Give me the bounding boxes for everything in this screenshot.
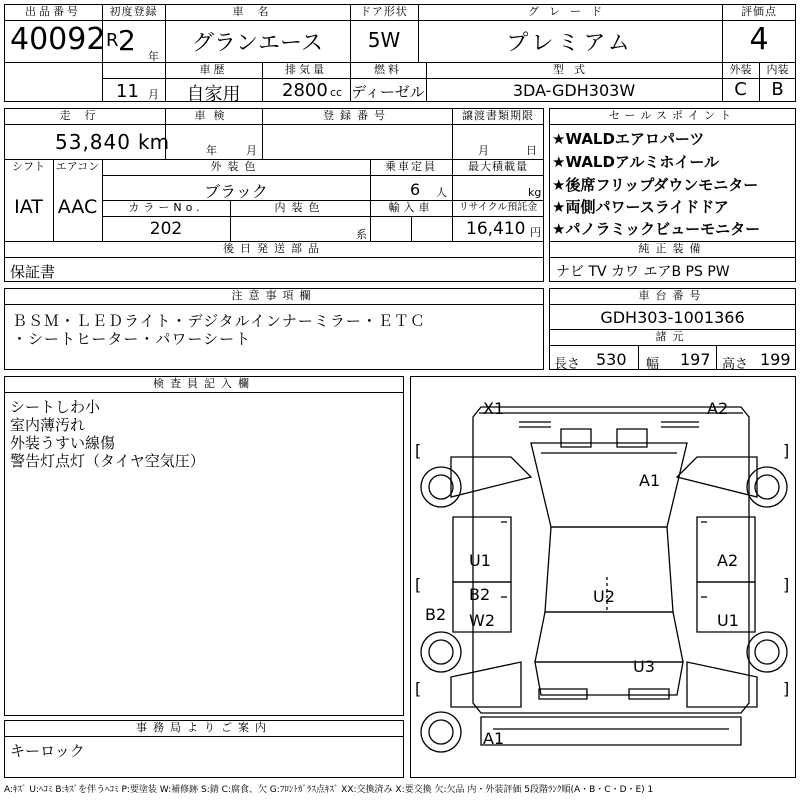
- length: 530: [596, 350, 627, 369]
- displacement: 2800: [282, 80, 328, 101]
- car-name: グランエース: [192, 31, 323, 56]
- office-note: キーロック: [10, 742, 85, 760]
- equip-label: 純正装備: [638, 242, 707, 255]
- first-reg-month: 11: [116, 81, 139, 102]
- damage-a2-right: A2: [717, 551, 739, 570]
- car-name-label: 車名: [232, 5, 283, 18]
- color-no: 202: [149, 219, 183, 239]
- year-unit: 年: [148, 50, 159, 63]
- bracket-left-1: [: [415, 441, 422, 460]
- transfer-month: 月: [478, 144, 489, 157]
- inspection-year-unit: 年: [206, 144, 217, 157]
- damage-a1-hood: A1: [639, 471, 661, 490]
- fuel-label: 燃料: [374, 63, 402, 76]
- bracket-right-1: ]: [783, 441, 790, 460]
- sales-point: ★両側パワースライドドア: [552, 198, 729, 216]
- import-label: 輸入車: [388, 201, 434, 214]
- inspector-line: シートしわ小: [10, 398, 101, 416]
- displacement-label: 排気量: [285, 63, 327, 76]
- chassis-number: GDH303-1001366: [600, 308, 745, 327]
- ext-grade: C: [734, 79, 747, 100]
- inspector-label: 検査員記入欄: [153, 377, 255, 390]
- sales-point: ★後席フリップダウンモニター: [552, 176, 759, 194]
- bracket-left-3: [: [415, 679, 422, 698]
- door-type: 5W: [367, 28, 401, 52]
- chassis-label: 車台番号: [638, 289, 707, 302]
- damage-b2-left: B2: [469, 585, 491, 604]
- fuel: ディーゼル: [351, 83, 425, 101]
- transfer-label: 譲渡書類期限: [462, 109, 534, 122]
- int-grade: B: [771, 79, 784, 100]
- capacity: 6: [410, 180, 421, 199]
- color-no-label: カラーNo.: [128, 201, 204, 214]
- bracket-right-3: ]: [783, 679, 790, 698]
- reg-no-label: 登録番号: [323, 109, 391, 122]
- damage-a1-bottom: A1: [483, 729, 505, 748]
- sales-label: セールスポイント: [608, 109, 736, 122]
- recycle-fee: 16,410: [466, 219, 526, 239]
- ext-label: 外装: [729, 63, 752, 76]
- int-color-unit: 系: [356, 228, 367, 241]
- equipment: ナビ TV カワ エアB PS PW: [556, 264, 730, 280]
- sales-point: ★パノラミックビューモニター: [552, 220, 761, 238]
- grade-label: グレード: [528, 5, 612, 18]
- first-reg-label: 初度登録: [109, 5, 158, 18]
- width-label: 幅: [646, 357, 660, 372]
- later-parts-label: 後日発送部品: [223, 242, 325, 255]
- capacity-label: 乗車定員: [385, 160, 437, 173]
- damage-diagram: [410, 376, 796, 778]
- width: 197: [680, 350, 711, 369]
- shift-label: シフト: [12, 160, 45, 173]
- color: ブラック: [204, 182, 268, 201]
- inspector-line: 外装うすい線傷: [10, 434, 116, 452]
- later-parts: 保証書: [10, 263, 56, 281]
- score: 4: [749, 22, 769, 57]
- recycle-label: リサイクル預託金: [458, 202, 538, 213]
- capacity-unit: 人: [436, 186, 447, 199]
- history-label: 車歴: [199, 63, 228, 76]
- grade: プレミアム: [506, 31, 634, 56]
- color-label: 外装色: [210, 160, 262, 173]
- month-unit: 月: [148, 88, 159, 101]
- damage-x1: X1: [483, 399, 505, 418]
- era-letter: R: [106, 30, 119, 51]
- inspector-line: 室内薄汚れ: [10, 416, 86, 434]
- int-label: 内装: [766, 63, 789, 76]
- score-label: 評価点: [741, 5, 777, 18]
- ac: AAC: [57, 196, 98, 218]
- inspector-line: 警告灯点灯（タイヤ空気圧）: [10, 452, 205, 470]
- shift: IAT: [14, 196, 43, 218]
- door-label: ドア形状: [360, 5, 408, 18]
- sales-point: ★WALDエアロパーツ: [552, 130, 705, 148]
- height-label: 高さ: [722, 357, 749, 372]
- lot-number: 40092: [10, 22, 106, 57]
- mileage-unit: km: [138, 130, 170, 154]
- legend: A:ｷｽﾞ U:ﾍｺﾐ B:ｷｽﾞを伴うﾍｺﾐ P:要塗装 W:補修跡 S:錆 C:腐食、欠 G:ﾌﾛﾝﾄｶﾞﾗｽ点ｷｽﾞ XX:交換済み X:要交換 欠:欠品 内・外装評価 5段階ﾗﾝｸ順(A・B・C・D・E) 1: [4, 785, 654, 795]
- damage-u1-right: U1: [717, 611, 739, 630]
- history: 自家用: [186, 84, 241, 105]
- dims-label: 諸元: [655, 330, 690, 343]
- damage-b2-far-left: B2: [425, 605, 447, 624]
- recycle-unit: 円: [530, 226, 541, 239]
- notes-line-2: ・シートヒーター・パワーシート: [12, 330, 252, 348]
- office-label: 事務局よりご案内: [136, 721, 272, 734]
- mileage: 53,840: [55, 130, 131, 154]
- damage-u2-center: U2: [593, 587, 615, 606]
- length-label: 長さ: [554, 357, 581, 372]
- bracket-right-2: ]: [783, 575, 790, 594]
- car-outline: [411, 377, 797, 779]
- model-label: 型式: [553, 63, 595, 76]
- damage-u3: U3: [633, 657, 655, 676]
- model: 3DA-GDH303W: [512, 81, 636, 100]
- displacement-unit: cc: [330, 86, 343, 99]
- inspection-label: 車検: [194, 109, 233, 122]
- era-year: 2: [118, 24, 136, 57]
- load-label: 最大積載量: [468, 160, 528, 173]
- notes-label: 注意事項欄: [231, 289, 317, 302]
- damage-u1-left: U1: [469, 551, 491, 570]
- sales-point: ★WALDアルミホイール: [552, 153, 720, 171]
- lot-label: 出品番号: [25, 5, 81, 18]
- ac-label: エアコン: [55, 160, 100, 173]
- transfer-day: 日: [526, 144, 537, 157]
- damage-w2-left: W2: [469, 611, 495, 630]
- damage-a2-top: A2: [707, 399, 729, 418]
- bracket-left-2: [: [415, 575, 422, 594]
- notes-line-1: ＢＳＭ・ＬＥＤライト・デジタルインナーミラー・ＥＴＣ: [12, 312, 426, 330]
- height: 199: [760, 350, 791, 369]
- inspection-month-unit: 月: [246, 144, 257, 157]
- load-unit: kg: [528, 186, 542, 199]
- int-color-label: 内装色: [274, 201, 326, 214]
- mileage-label: 走行: [59, 109, 110, 122]
